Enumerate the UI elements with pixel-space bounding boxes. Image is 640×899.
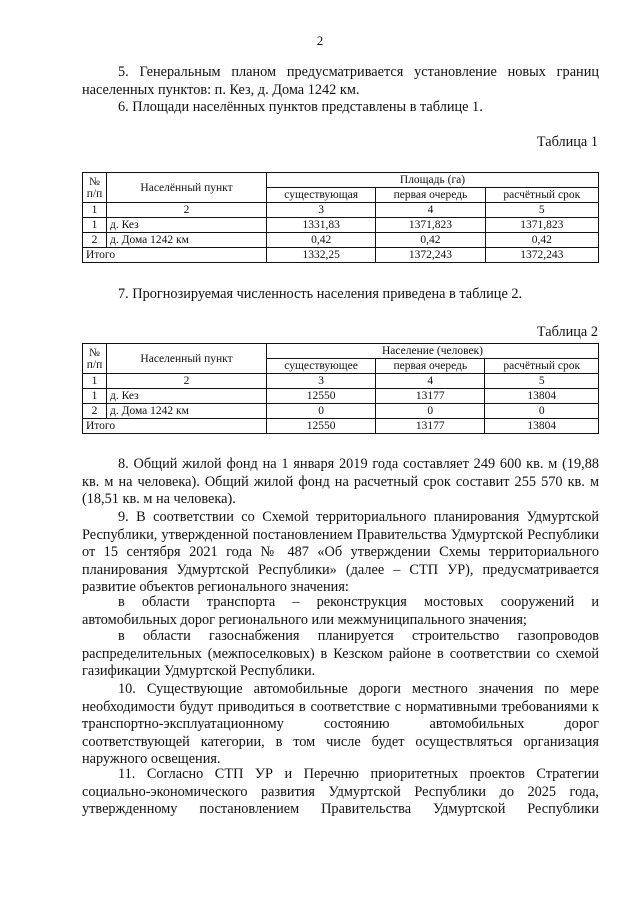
total-label: Итого	[83, 248, 267, 263]
table-total-row	[83, 248, 599, 263]
col-index: 4	[376, 374, 485, 389]
row-num: 1	[83, 218, 107, 233]
table-1	[82, 172, 599, 263]
total-label: Итого	[83, 419, 267, 434]
header-existing: существующая	[267, 188, 376, 203]
header-estimated: расчётный срок	[485, 188, 598, 203]
header-population: Население (человек)	[267, 344, 599, 359]
table-row	[83, 233, 599, 248]
table-1-caption: Таблица 1	[536, 134, 598, 150]
row-settlement: д. Дома 1242 км	[107, 233, 267, 248]
header-num: № п/п	[83, 344, 107, 374]
total-first-stage: 13177	[376, 419, 485, 434]
header-settlement: Населённый пункт	[107, 173, 267, 203]
col-index: 2	[107, 374, 267, 389]
header-first-stage: первая очередь	[376, 188, 485, 203]
paragraph-9a: в области транспорта – реконструкция мостовых сооружений и автомобильных дорог регионального или межмуниципального значения;	[82, 594, 599, 628]
col-index: 3	[267, 203, 376, 218]
col-index: 1	[83, 374, 107, 389]
col-index: 1	[83, 203, 107, 218]
row-num: 2	[83, 404, 107, 419]
row-first-stage: 1371,823	[376, 218, 485, 233]
total-existing: 12550	[267, 419, 376, 434]
paragraph-8: 8. Общий жилой фонд на 1 января 2019 года составляет 249 600 кв. м (19,88 кв. м на человека). Общий жилой фонд на расчетный срок составит 255 570 кв. м (18,51 кв. м на человека).	[82, 456, 599, 507]
table-row	[83, 404, 599, 419]
row-estimated: 0,42	[485, 233, 598, 248]
table-2	[82, 343, 599, 434]
total-first-stage: 1372,243	[376, 248, 485, 263]
row-estimated: 0	[485, 404, 599, 419]
col-index: 2	[107, 203, 267, 218]
header-area: Площадь (га)	[267, 173, 599, 188]
row-num: 1	[83, 389, 107, 404]
row-existing: 1331,83	[267, 218, 376, 233]
total-existing: 1332,25	[267, 248, 376, 263]
paragraph-5: 5. Генеральным планом предусматривается установление новых границ населенных пунктов: п. Кез, д. Дома 1242 км.	[82, 64, 599, 98]
table-total-row	[83, 419, 599, 434]
row-first-stage: 0	[376, 404, 485, 419]
row-settlement: д. Дома 1242 км	[107, 404, 267, 419]
row-first-stage: 13177	[376, 389, 485, 404]
header-estimated: расчётный срок	[485, 359, 599, 374]
col-index: 3	[267, 374, 376, 389]
page-number: 2	[316, 33, 324, 48]
row-num: 2	[83, 233, 107, 248]
header-num: № п/п	[83, 173, 107, 203]
row-estimated: 1371,823	[485, 218, 598, 233]
row-estimated: 13804	[485, 389, 599, 404]
row-first-stage: 0,42	[376, 233, 485, 248]
total-estimated: 13804	[485, 419, 599, 434]
row-existing: 0,42	[267, 233, 376, 248]
header-existing: существующее	[267, 359, 376, 374]
paragraph-6: 6. Площади населённых пунктов представлены в таблице 1.	[118, 99, 483, 115]
col-index: 4	[376, 203, 485, 218]
header-first-stage: первая очередь	[376, 359, 485, 374]
row-existing: 0	[267, 404, 376, 419]
row-settlement: д. Кез	[107, 389, 267, 404]
header-settlement: Населенный пункт	[107, 344, 267, 374]
table-2-caption: Таблица 2	[536, 324, 598, 340]
paragraph-11: 11. Согласно СТП УР и Перечню приоритетных проектов Стратегии социально-экономического развития Удмуртской Республики до 2025 года, утвержденному постановлением Правительства Удмуртской Республики	[82, 766, 599, 817]
col-index: 5	[485, 203, 598, 218]
paragraph-9b: в области газоснабжения планируется строительство газопроводов распределительных (межпоселковых) в Кезском районе в соответствии со схемой газификации Удмуртской Республики.	[82, 628, 599, 679]
paragraph-7: 7. Прогнозируемая численность населения приведена в таблице 2.	[118, 286, 523, 302]
table-row	[83, 218, 599, 233]
paragraph-10: 10. Существующие автомобильные дороги местного значения по мере необходимости будут приводиться в соответствие с нормативными требованиями к транспортно-эксплуатационному состоянию автомобильных дорог соответствующей категории, в том числе будет осуществляться организация наружного освещения.	[82, 681, 599, 767]
table-row	[83, 203, 599, 218]
col-index: 5	[485, 374, 599, 389]
table-row	[83, 389, 599, 404]
table-row	[83, 374, 599, 389]
total-estimated: 1372,243	[485, 248, 598, 263]
row-existing: 12550	[267, 389, 376, 404]
row-settlement: д. Кез	[107, 218, 267, 233]
paragraph-9: 9. В соответствии со Схемой территориального планирования Удмуртской Республики, утвержденной постановлением Правительства Удмуртской Республики от 15 сентября 2021 года № 487 «Об утверждении Схемы территориального планирования Удмуртской Республики» (далее – СТП УР), предусматривается развитие объектов регионального значения:	[82, 509, 599, 595]
